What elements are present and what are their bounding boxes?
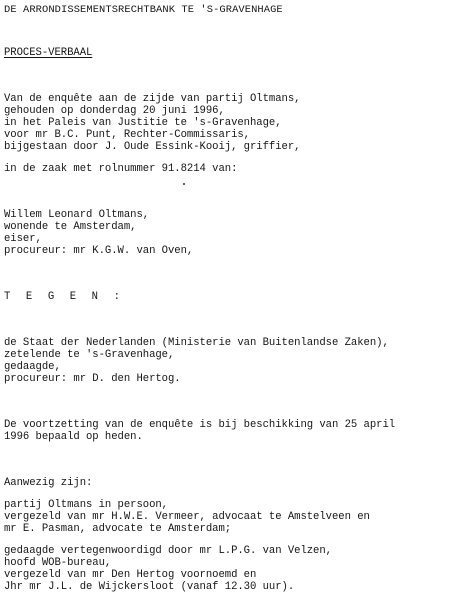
defendant-seat: zetelende te 's-Gravenhage, <box>4 349 175 361</box>
present-defendant-line-1: gedaagde vertegenwoordigd door mr L.P.G. van Velzen, <box>4 545 332 557</box>
plaintiff-residence: wonende te Amsterdam, <box>4 221 137 233</box>
present-party-line-1: partij Oltmans in persoon, <box>4 499 168 511</box>
intro-line-5: bijgestaan door J. Oude Essink-Kooij, griffier, <box>4 141 301 153</box>
present-party-line-3: mr E. Pasman, advocate te Amsterdam; <box>4 523 232 535</box>
against-heading: T E G E N : <box>4 291 125 303</box>
defendant-role: gedaagde, <box>4 361 61 373</box>
court-heading: DE ARRONDISSEMENTSRECHTBANK TE 'S-GRAVENHAGE <box>4 4 283 16</box>
continuation-line-2: 1996 bepaald op heden. <box>4 431 143 443</box>
present-defendant-line-4: Jhr mr J.L. de Wijckersloot (vanaf 12.30 uur). <box>4 581 295 593</box>
intro-line-1: Van de enquête aan de zijde van partij Oltmans, <box>4 93 301 105</box>
defendant-name: de Staat der Nederlanden (Ministerie van Buitenlandse Zaken), <box>4 337 389 349</box>
intro-line-3: in het Paleis van Justitie te 's-Gravenhage, <box>4 117 282 129</box>
plaintiff-attorney: procureur: mr K.G.W. van Oven, <box>4 245 194 257</box>
document-type-title: PROCES-VERBAAL <box>4 47 93 59</box>
present-heading: Aanwezig zijn: <box>4 477 93 489</box>
plaintiff-role: eiser, <box>4 233 42 245</box>
defendant-attorney: procureur: mr D. den Hertog. <box>4 373 181 385</box>
present-party-line-2: vergezeld van mr H.W.E. Vermeer, advocaat te Amstelveen en <box>4 511 370 523</box>
intro-line-2: gehouden op donderdag 20 juni 1996, <box>4 105 225 117</box>
intro-line-4: voor mr B.C. Punt, Rechter-Commissaris, <box>4 129 250 141</box>
present-defendant-line-3: vergezeld van mr Den Hertog voornoemd en <box>4 569 257 581</box>
present-defendant-line-2: hoofd WOB-bureau, <box>4 557 112 569</box>
scan-speck <box>183 183 185 185</box>
continuation-line-1: De voortzetting van de enquête is bij beschikking van 25 april <box>4 419 396 431</box>
case-number-line: in de zaak met rolnummer 91.8214 van: <box>4 163 238 175</box>
plaintiff-name: Willem Leonard Oltmans, <box>4 209 150 221</box>
